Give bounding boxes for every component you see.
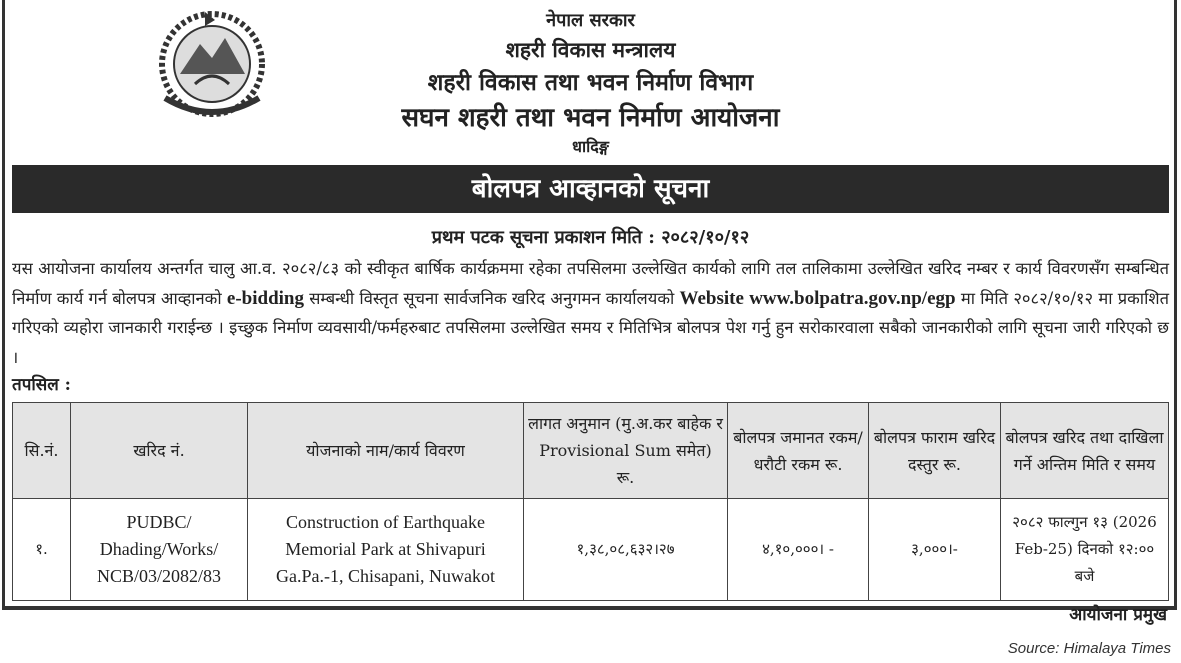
col-form-fee: बोलपत्र फाराम खरिद दस्तुर रू. [869,403,1001,499]
notice-title-banner: बोलपत्र आव्हानको सूचना [12,165,1169,213]
notice-body [12,254,1169,372]
cell-project-name: Construction of Earthquake Memorial Park at Shivapuri Ga.Pa.-1, Chisapani, Nuwakot [248,499,524,601]
ministry-name: शहरी विकास मन्त्रालय [505,37,676,62]
col-procurement-no: खरिद नं. [71,403,248,499]
table-row [13,499,1169,601]
website-label: Website [679,287,744,309]
body-text-2: सम्बन्धी विस्तृत सूचना सार्वजनिक खरिद अनुगमन कार्यालयको [303,288,680,308]
department-name: शहरी विकास तथा भवन निर्माण विभाग [427,69,754,96]
publish-date: प्रथम पटक सूचना प्रकाशन मिति : २०८२/१०/१२ [431,227,750,248]
cell-deadline: २०८२ फाल्गुन १३ (2026 Feb-25) दिनको १२:०० बजे [1001,499,1169,601]
schedule-label: तपसिल : [12,375,71,395]
col-deadline: बोलपत्र खरिद तथा दाखिला गर्ने अन्तिम मिति र समय [1001,403,1169,499]
body-text-1: यस आयोजना कार्यालय अन्तर्गत चालु आ.व. २०८२/८३ को स्वीकृत बार्षिक कार्यक्रममा रहेका तपसिलमा उल्लेखित कार्यको लागि तल तालिकामा उल्लेखित खरिद नम्बर र कार्य विवरणसँग सम्बन्धित निर्माण कार्य गर्न बोलपत्र आव्हानको [12,259,1169,308]
ebidding-term: e-bidding [226,287,304,309]
table-header-row [13,403,1169,499]
source-credit: Source: Himalaya Times [1007,640,1171,657]
gov-name: नेपाल सरकार [546,10,635,31]
bolpatra-url[interactable]: www.bolpatra.gov.np/egp [749,287,956,309]
cell-procurement-no: PUDBC/ Dhading/Works/ NCB/03/2082/83 [71,499,248,601]
col-serial: सि.नं. [13,403,71,499]
cell-bid-security: ४,१०,०००। - [728,499,869,601]
project-name: सघन शहरी तथा भवन निर्माण आयोजना [401,103,780,133]
bid-table [12,402,1169,601]
col-cost-estimate: लागत अनुमान (मु.अ.कर बाहेक र Provisional Sum समेत) रू. [524,403,728,499]
location: धादिङ्ग [572,137,609,156]
cell-form-fee: ३,०००।- [869,499,1001,601]
signatory: आयोजना प्रमुख [1069,605,1167,625]
col-project-name: योजनाको नाम/कार्य विवरण [248,403,524,499]
cell-serial: १. [13,499,71,601]
col-bid-security: बोलपत्र जमानत रकम/धरौटी रकम रू. [728,403,869,499]
body-text-3: मा मिति २०८२/१०/१२ मा प्रकाशित गरिएको व्यहोरा जानकारी गराईन्छ । इच्छुक निर्माण व्यवसायी/फर्महरुबाट तपसिलमा उल्लेखित समय र मितिभित्र बोलपत्र पेश गर्नु हुन सरोकारवाला सबैको जानकारीको लागि सूचना जारी गरिएको छ । [12,288,1169,367]
cell-cost-estimate: १,३८,०८,६३२।२७ [524,499,728,601]
